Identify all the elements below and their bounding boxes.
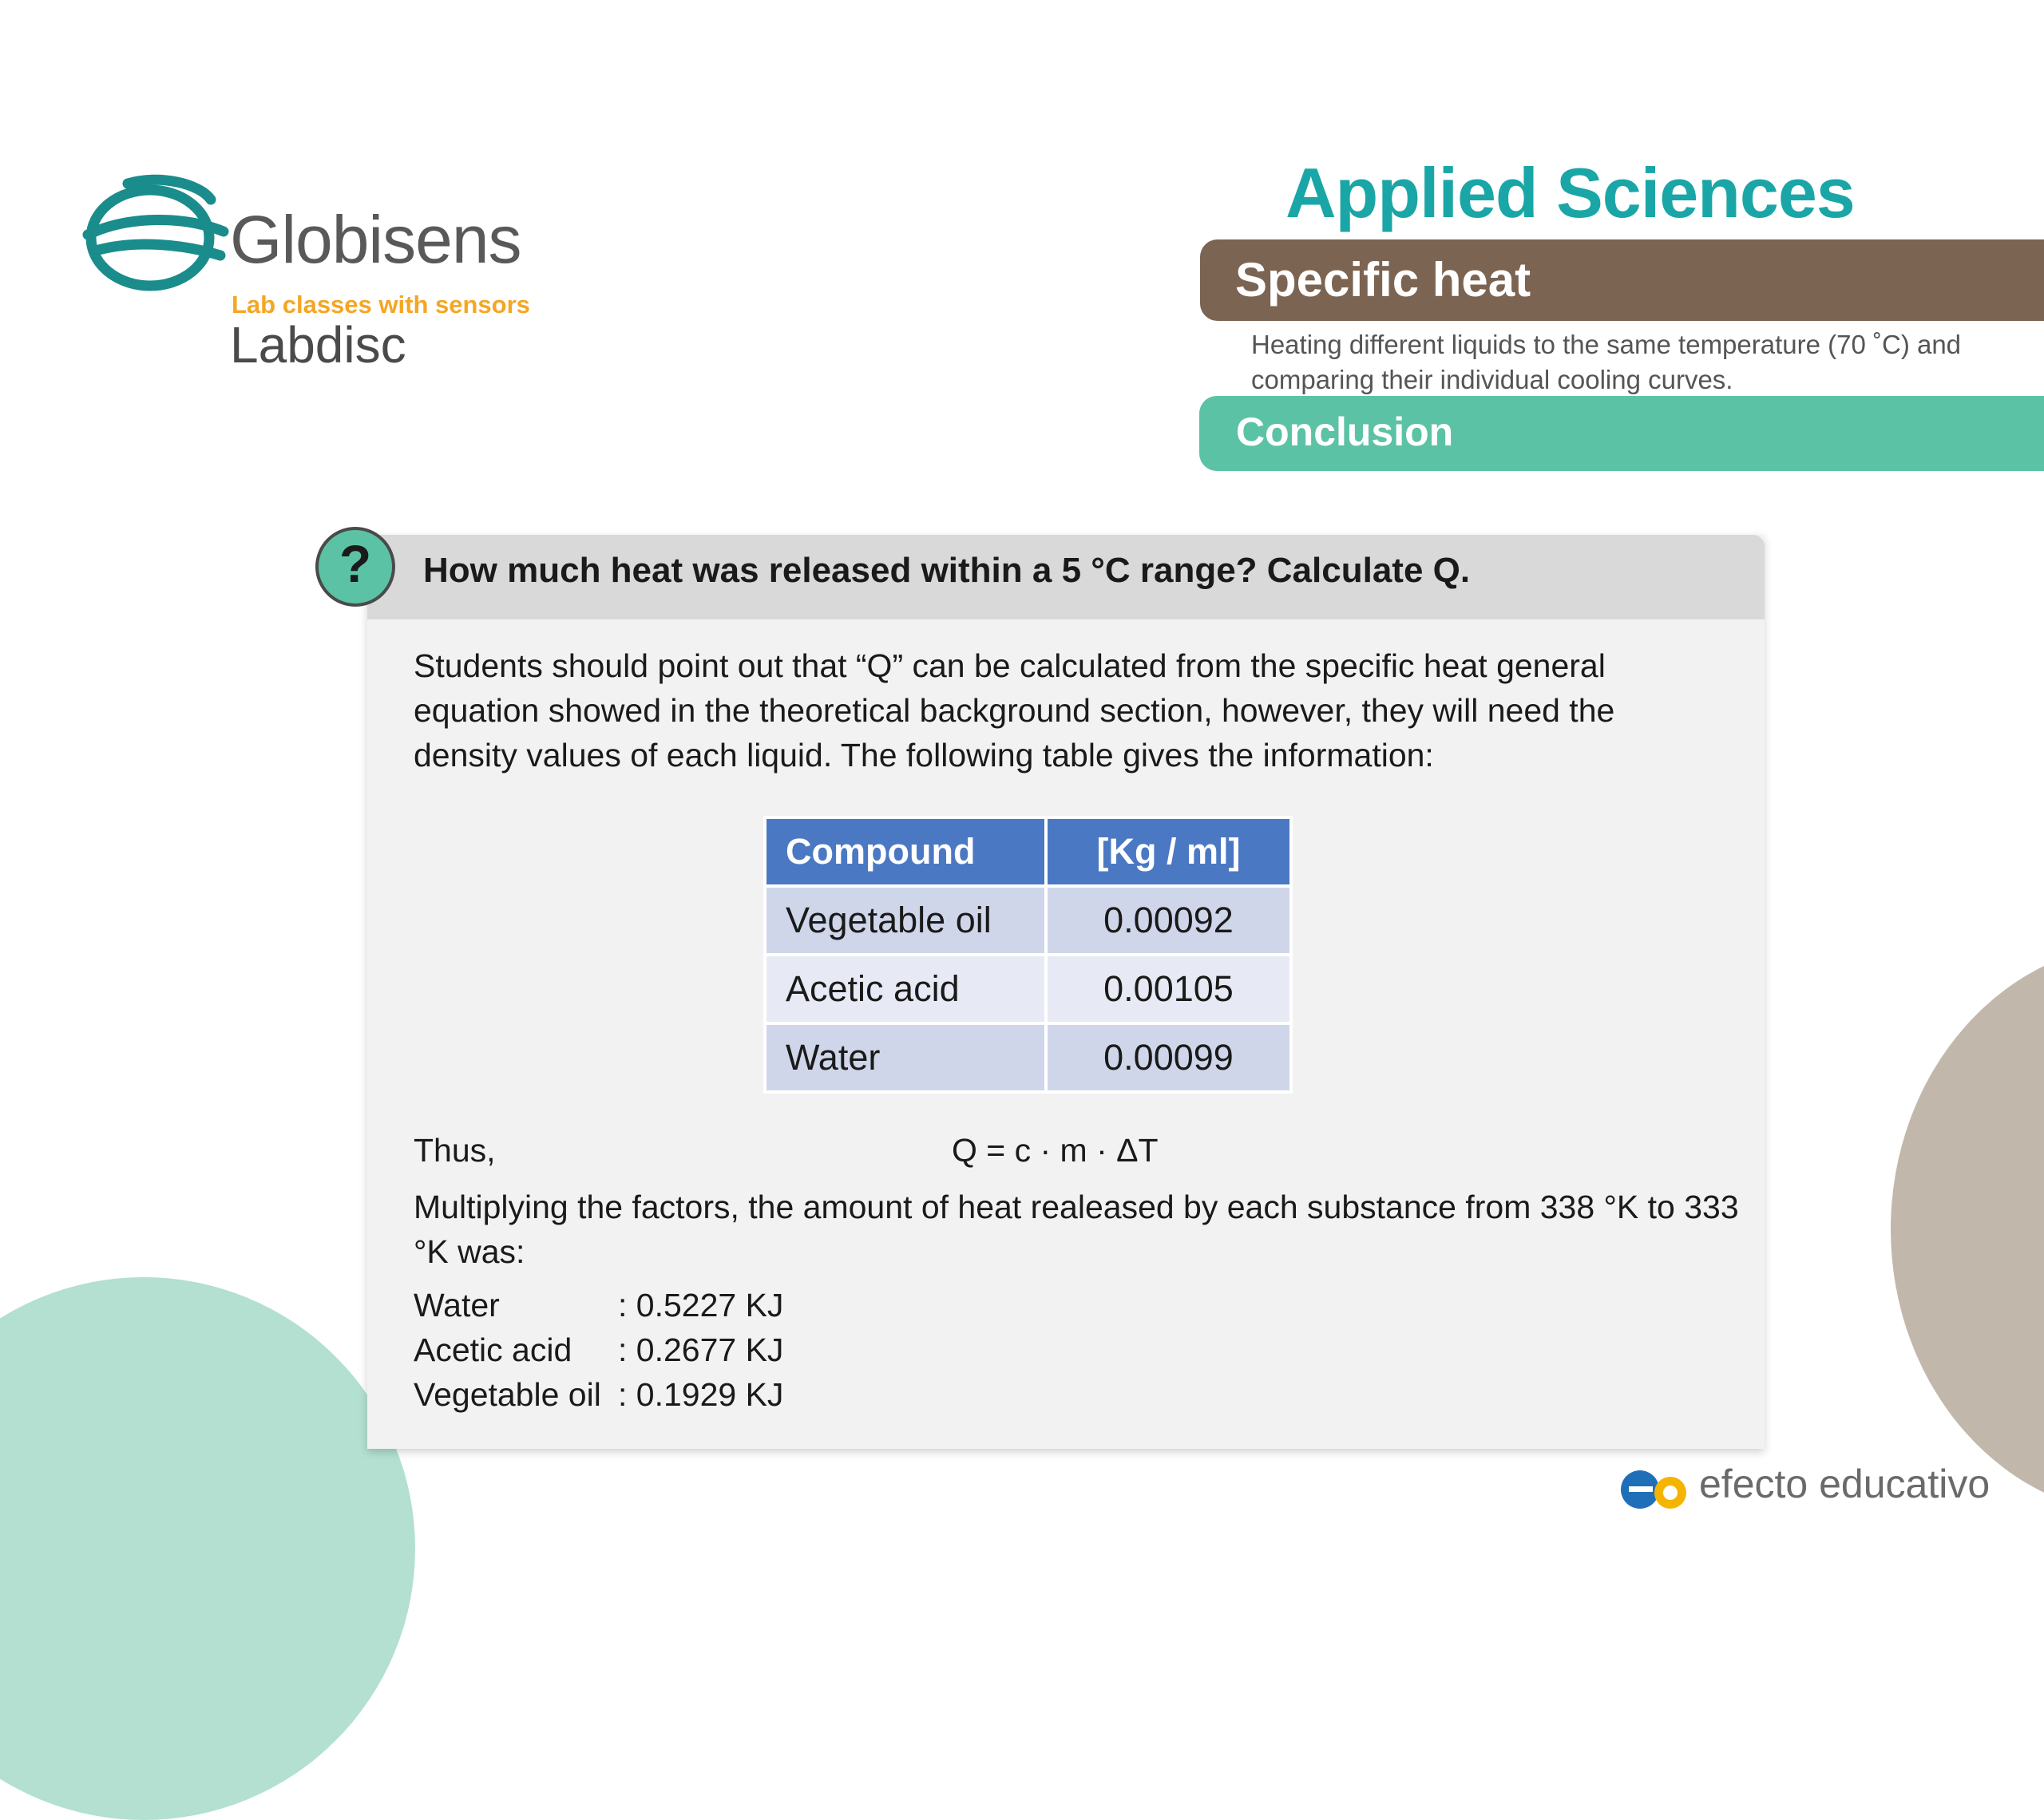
table-row	[765, 886, 1291, 955]
thus-label: Thus,	[414, 1132, 496, 1169]
table-cell-compound: Vegetable oil	[765, 886, 1046, 955]
heat-equation: Q = c · m · ΔT	[952, 1132, 1159, 1169]
table-cell-density: 0.00105	[1046, 955, 1291, 1023]
table-cell-compound: Water	[765, 1023, 1046, 1092]
decorative-green-circle	[0, 1277, 415, 1820]
result-row	[414, 1376, 783, 1414]
result-substance: Water	[414, 1287, 500, 1323]
result-row	[414, 1287, 783, 1324]
brand-product: Labdisc	[230, 316, 406, 374]
result-value: : 0.5227 KJ	[618, 1287, 784, 1323]
result-substance: Acetic acid	[414, 1331, 572, 1368]
topic-description: Heating different liquids to the same temperature (70 ˚C) and comparing their individual cooling curves.	[1251, 330, 1962, 394]
table-header-row	[765, 817, 1291, 886]
question-text: How much heat was released within a 5 °C range? Calculate Q.	[423, 551, 1471, 590]
section-band	[1199, 396, 2044, 471]
efecto-educativo-logo-icon	[1618, 1461, 1694, 1517]
publisher-name: efecto educativo	[1699, 1462, 1991, 1506]
results-intro: Multiplying the factors, the amount of heat realeased by each substance from 338 °K to 333 °K was:	[414, 1189, 1739, 1270]
question-mark: ?	[339, 534, 372, 593]
table-row	[765, 955, 1291, 1023]
result-value: : 0.2677 KJ	[618, 1331, 784, 1368]
table-header-compound: Compound	[765, 817, 1046, 886]
header-title: Applied Sciences	[1285, 153, 1855, 232]
globisens-logo-icon	[80, 168, 232, 303]
table-row	[765, 1023, 1291, 1092]
result-row	[414, 1331, 783, 1369]
result-value: : 0.1929 KJ	[618, 1376, 784, 1413]
table-cell-density: 0.00092	[1046, 886, 1291, 955]
table-cell-density: 0.00099	[1046, 1023, 1291, 1092]
result-substance: Vegetable oil	[414, 1376, 601, 1413]
topic-title: Specific heat	[1235, 253, 1531, 307]
section-title: Conclusion	[1236, 410, 1454, 454]
question-mark-icon	[315, 527, 395, 607]
decorative-taupe-circle	[1891, 942, 2044, 1517]
brand-tagline: Lab classes with sensors	[232, 291, 530, 318]
brand-name: Globisens	[230, 202, 521, 277]
table-header-density: [Kg / ml]	[1046, 817, 1291, 886]
density-table	[763, 816, 1293, 1094]
table-cell-compound: Acetic acid	[765, 955, 1046, 1023]
intro-paragraph: Students should point out that “Q” can be calculated from the specific heat general equation showed in the theoretical background section, however, they will need the density values of each liquid. The following table gives the information:	[414, 647, 1615, 774]
topic-band	[1200, 239, 2044, 321]
